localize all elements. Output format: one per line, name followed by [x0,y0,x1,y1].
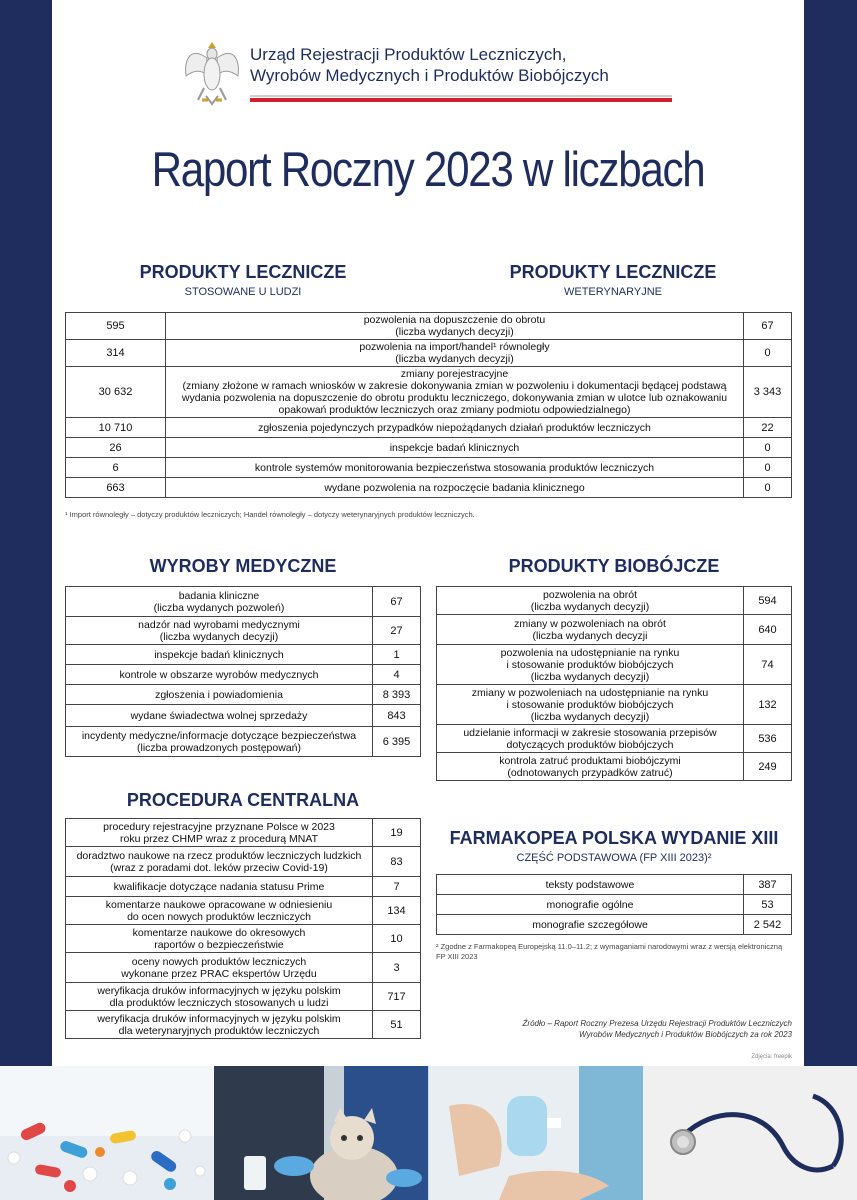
pharmacopoeia-heading: FARMAKOPEA POLSKA WYDANIE XIII [449,828,779,848]
central-label [66,847,373,877]
devices-value: 6 395 [373,727,421,757]
central-label-line-2: dla produktów leczniczych stosowanych u ludzi [109,996,329,1009]
source-line-1: Źródło – Raport Roczny Prezesa Urzędu Rejestracji Produktów Leczniczych [522,1019,792,1028]
biocides-value: 640 [744,615,792,645]
medicinal-label [166,340,744,367]
human-value: 26 [66,438,166,458]
medicinal-row [66,313,792,340]
medicinal-label-line-2: (liczba wydanych decyzji) [395,326,514,338]
devices-label-line-1: wydane świadectwa wolnej sprzedaży [130,709,308,722]
biocides-row [437,685,792,725]
central-value: 10 [373,925,421,953]
vet-medicinal-subheading: WETERYNARYJNE [563,286,662,298]
photo-pills [0,1066,214,1200]
medicinal-label-line-2: (zmiany złożone w ramach wniosków w zakresie dokonywania zmian w pozwoleniu i dokumentacji będącej podstawą [182,380,727,392]
central-row [66,983,421,1011]
medicinal-row [66,367,792,418]
devices-row [66,685,421,705]
biocides-row [437,587,792,615]
central-label-line-1: procedury rejestracyjne przyznane Polsce w 2023 [103,820,335,833]
medicinal-row [66,458,792,478]
biocides-value: 132 [744,685,792,725]
central-label-line-1: komentarze naukowe opracowane w odniesieniu [105,898,333,911]
medicinal-products-table [65,312,792,498]
biocides-value: 536 [744,725,792,753]
medicinal-label [166,458,744,478]
human-value: 10 710 [66,418,166,438]
devices-label-line-1: badania kliniczne [178,589,260,602]
central-label [66,1011,373,1039]
biocides-value: 74 [744,645,792,685]
central-value: 51 [373,1011,421,1039]
central-label-line-2: roku przez CHMP wraz z procedurą MNAT [120,832,318,845]
central-label [66,953,373,983]
biocides-label-line-1: zmiany w pozwoleniach na obrót [514,617,666,630]
central-label [66,897,373,925]
pharmacopoeia-footnote-line-2: FP XIII 2023 [436,952,478,961]
biocides-label-line-1: zmiany w pozwoleniach na udostępnianie na rynku [471,686,709,699]
biocides-row [437,615,792,645]
medicinal-label [166,367,744,418]
biocides-label [437,645,744,685]
central-label-line-2: (wraz z poradami dot. leków przeciw Covid-19) [110,861,328,874]
pharmacopoeia-row [437,875,792,895]
devices-value: 8 393 [373,685,421,705]
human-value: 30 632 [66,367,166,418]
central-label-line-1: oceny nowych produktów leczniczych [131,955,307,968]
photo-vet-cat [214,1066,428,1200]
central-label-line-2: raportów o bezpieczeństwie [154,938,284,951]
report-sheet [52,0,804,1068]
central-value: 83 [373,847,421,877]
pharmacopoeia-value: 2 542 [744,915,792,935]
medicinal-label-line-1: zmiany porejestracyjne [400,368,509,380]
medicinal-row [66,478,792,498]
central-value: 717 [373,983,421,1011]
devices-label-line-2: (liczba wydanych decyzji) [159,630,279,643]
vet-value: 0 [744,438,792,458]
polish-eagle-emblem-icon [182,36,242,108]
devices-value: 27 [373,617,421,645]
biocidal-products-table [436,586,792,781]
medicinal-label-line-4: opakowań produktów leczniczych oraz zmiany podmiotu odpowiedzialnego) [278,404,631,416]
central-row [66,925,421,953]
biocides-label-line-2: i stosowanie produktów biobójczych [506,658,674,671]
biocides-label-line-3: (liczba wydanych decyzji) [530,670,650,683]
pharmacopoeia-label: monografie szczegółowe [437,915,744,935]
devices-value: 1 [373,645,421,665]
central-row [66,847,421,877]
devices-label-line-1: nadzór nad wyrobami medycznymi [138,618,300,631]
central-value: 3 [373,953,421,983]
central-row [66,819,421,847]
stethoscope-icon [643,1066,857,1200]
biocides-row [437,645,792,685]
biocides-label-line-1: udzielanie informacji w zakresie stosowania przepisów [463,726,717,739]
central-label-line-1: weryfikacja druków informacyjnych w języku polskim [97,1012,341,1025]
biocides-row [437,725,792,753]
medical-devices-table [65,586,421,757]
biocides-label-line-2: (liczba wydanych decyzji [532,629,648,642]
medicinal-label-line-1: kontrole systemów monitorowania bezpieczeństwa stosowania produktów leczniczych [254,461,655,474]
medicinal-label-line-1: zgłoszenia pojedynczych przypadków niepożądanych działań produktów leczniczych [258,421,651,434]
devices-row [66,645,421,665]
biocides-value: 594 [744,587,792,615]
devices-label-line-2: (liczba wydanych pozwoleń) [153,601,285,614]
central-label-line-1: kwalifikacje dotyczące nadania statusu Prime [113,880,325,893]
vet-value: 22 [744,418,792,438]
medicinal-label [166,478,744,498]
biocides-label [437,615,744,645]
biocides-row [437,753,792,781]
central-value: 7 [373,877,421,897]
central-row [66,953,421,983]
flag-stripe-white [250,95,672,97]
biocides-label-line-2: (liczba wydanych decyzji) [530,600,650,613]
institution-line-2: Wyrobów Medycznych i Produktów Biobójczych [250,66,609,85]
central-label [66,925,373,953]
central-value: 19 [373,819,421,847]
hands-illustration-icon [429,1066,643,1200]
devices-label [66,617,373,645]
pharmacopoeia-row [437,915,792,935]
medicinal-label-line-1: inspekcje badań klinicznych [389,441,520,454]
devices-row [66,617,421,645]
biocides-label-line-1: pozwolenia na obrót [543,588,637,601]
biocides-label-line-1: kontrola zatruć produktami biobójczymi [499,754,681,767]
human-value: 595 [66,313,166,340]
human-medicinal-heading: PRODUKTY LECZNICZE [139,262,347,282]
medicinal-row [66,340,792,367]
vet-value: 0 [744,340,792,367]
page-title: Raport Roczny 2023 w liczbach [151,143,705,197]
institution-line-1: Urząd Rejestracji Produktów Leczniczych, [250,45,567,64]
biocides-label [437,587,744,615]
flag-stripe-red [250,98,672,102]
human-value: 6 [66,458,166,478]
biocides-label-line-2: (odnotowanych przypadków zatruć) [507,766,673,779]
central-label-line-1: weryfikacja druków informacyjnych w języku polskim [97,984,341,997]
central-label-line-1: komentarze naukowe do okresowych [132,926,306,939]
devices-label [66,685,373,705]
devices-value: 4 [373,665,421,685]
medical-devices-heading: WYROBY MEDYCZNE [149,556,337,576]
central-label [66,819,373,847]
devices-label [66,705,373,727]
devices-label-line-1: zgłoszenia i powiadomienia [155,688,283,701]
pharmacopoeia-label: teksty podstawowe [437,875,744,895]
pharmacopoeia-value: 387 [744,875,792,895]
devices-label [66,727,373,757]
institution-name [250,44,609,86]
central-procedure-table [65,818,421,1039]
medicinal-label [166,418,744,438]
medicinal-label-line-2: (liczba wydanych decyzji) [395,353,514,365]
devices-label [66,645,373,665]
vet-value: 0 [744,478,792,498]
photo-hands-sanitizer [429,1066,643,1200]
pills-illustration-icon [0,1066,214,1200]
pharmacopoeia-footnote [436,942,796,962]
pharmacopoeia-table [436,874,792,935]
photo-stethoscope [643,1066,857,1200]
central-procedure-heading: PROCEDURA CENTRALNA [126,790,360,810]
central-label-line-2: do ocen nowych produktów leczniczych [127,910,311,923]
devices-value: 67 [373,587,421,617]
medicinal-label [166,438,744,458]
vet-value: 67 [744,313,792,340]
photo-credit: Zdjęcia: freepik [751,1054,792,1060]
biocides-label [437,725,744,753]
central-row [66,1011,421,1039]
vet-illustration-icon [214,1066,428,1200]
central-label [66,877,373,897]
medicinal-footnote: ¹ Import równoległy – dotyczy produktów leczniczych; Handel równoległy – dotyczy weterynaryjnych produktów leczniczych. [65,510,475,519]
central-value: 134 [373,897,421,925]
source-line-2: Wyrobów Medycznych i Produktów Biobójczych za rok 2023 [579,1030,792,1039]
vet-medicinal-heading: PRODUKTY LECZNICZE [509,262,717,282]
devices-label-line-1: kontrole w obszarze wyrobów medycznych [119,668,319,681]
medicinal-label [166,313,744,340]
central-label-line-2: wykonane przez PRAC ekspertów Urzędu [121,967,317,980]
devices-value: 843 [373,705,421,727]
pharmacopoeia-value: 53 [744,895,792,915]
pharmacopoeia-label: monografie ogólne [437,895,744,915]
biocides-label-line-3: (liczba wydanych decyzji) [530,710,650,723]
source-note [436,1018,792,1040]
human-value: 663 [66,478,166,498]
devices-label [66,587,373,617]
vet-value: 0 [744,458,792,478]
central-label [66,983,373,1011]
medicinal-label-line-1: pozwolenia na dopuszczenie do obrotu [363,314,546,326]
biocides-label [437,753,744,781]
biocides-label-line-2: i stosowanie produktów biobójczych [506,698,674,711]
biocides-label-line-1: pozwolenia na udostępnianie na rynku [500,646,680,659]
devices-row [66,587,421,617]
devices-row [66,705,421,727]
central-label-line-2: dla weterynaryjnych produktów leczniczych [118,1024,320,1037]
biocides-value: 249 [744,753,792,781]
central-row [66,897,421,925]
human-value: 314 [66,340,166,367]
pharmacopoeia-subheading: CZĘŚĆ PODSTAWOWA (FP XIII 2023)² [516,852,712,864]
medicinal-row [66,438,792,458]
central-label-line-1: doradztwo naukowe na rzecz produktów leczniczych ludzkich [76,849,362,862]
biocidal-products-heading: PRODUKTY BIOBÓJCZE [508,556,720,576]
devices-row [66,727,421,757]
central-row [66,877,421,897]
devices-label-line-2: (liczba prowadzonych postępowań) [136,741,301,754]
biocides-label [437,685,744,725]
devices-label-line-1: inspekcje badań klinicznych [154,648,284,661]
medicinal-label-line-1: wydane pozwolenia na rozpoczęcie badania klinicznego [324,481,585,494]
devices-row [66,665,421,685]
human-medicinal-subheading: STOSOWANE U LUDZI [184,286,302,298]
devices-label-line-1: incydenty medyczne/informacje dotyczące bezpieczeństwa [81,729,357,742]
photo-strip [0,1066,857,1200]
medicinal-row [66,418,792,438]
vet-value: 3 343 [744,367,792,418]
medicinal-label-line-3: wydania pozwolenia na dopuszczenie do obrotu produktu leczniczego, dokonywania zmian w ulotce lub oznakowaniu [181,392,728,404]
pharmacopoeia-footnote-line-1: ² Zgodne z Farmakopeą Europejską 11.0–11.2; z wymaganiami narodowymi wraz z wersją elektroniczną [436,942,783,951]
devices-label [66,665,373,685]
biocides-label-line-2: dotyczących produktów biobójczych [506,738,674,751]
pharmacopoeia-row [437,895,792,915]
medicinal-label-line-1: pozwolenia na import/handel¹ równoległy [359,341,550,353]
